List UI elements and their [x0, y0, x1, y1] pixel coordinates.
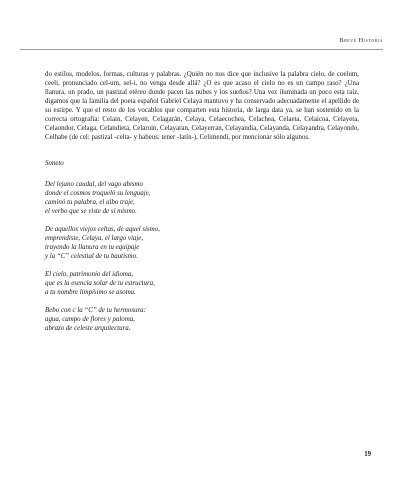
page-number: 19 [364, 451, 371, 458]
stanza-3 [45, 271, 365, 298]
running-head: Breve Historia [339, 37, 383, 44]
verse-line: Bebo con c la “C” de tu hermosura: [45, 307, 146, 314]
verse-line: abrazo de celeste arquitectura. [45, 324, 131, 332]
verse-line: donde el cosmos troqueló su lenguaje, [45, 189, 151, 197]
header-rule [20, 49, 383, 50]
verse-line: agua, campo de flores y paloma, [45, 315, 135, 323]
verse-line: y la “C” celestial de tu bautismo. [45, 252, 138, 260]
stanza-4 [45, 307, 365, 334]
verse-line: a tu nombre limpísimo se asoma. [45, 288, 136, 296]
verse-line: el verbo que se viste de sí mismo. [45, 207, 137, 215]
verse-line: trayendo la llanura en tu equipaje [45, 243, 140, 251]
stanza-1 [45, 181, 365, 217]
verse-line: Del lejano caudal, del vago abismo [45, 181, 143, 188]
verse-line: que es la esencia solar de tu estructura, [45, 279, 155, 287]
verse-line: De aquellos viejos celtas, de aquel sismo, [45, 226, 160, 233]
verse-line: emprendiste, Celaya, el largo viaje, [45, 234, 144, 242]
body-text [45, 70, 359, 142]
verse-line: caminó tu palabra, el albo traje, [45, 198, 135, 206]
poem-title: Soneto [45, 160, 64, 167]
paragraph: do estilos, modelos, formas, culturas y palabras. ¿Quién no nos dice que inclusive la palabra cielo, de coelum, ceeli, pronunciado cel-um, sel-i, no venga desde allá? ¿O es que acaso el cielo no es un campo raso? ¿Una llanura, un prado, un pastizal etéreo donde pacen las nubes y los sueños? Una vez iluminada un poco esta raíz, digamos que la familia del poeta español Gabriel Celaya mantuvo y ha conservado adecuadamente el apellido de su estirpe. Y que el resto de los vocablos que comparten esta historia, de larga data ya, se han sostenido en la correcta ortografía: Celain, Celayen, Celagarán, Celaya, Celaecochea, Celachea, Celaeta, Celaicoa, Celayeta, Celaondor, Celaga, Celandieta, Celaruin, Celayaran, Celayerran, Celayandia, Celayanda, Celayandra, Celayondo, Celhabe (de cel: pastizal -celta- y habeus: tener -latín-), Celimendi, por mencionar sólo algunos. [45, 71, 359, 142]
stanza-2 [45, 226, 365, 262]
verse-line: El cielo, patrimonio del idioma, [45, 271, 134, 278]
